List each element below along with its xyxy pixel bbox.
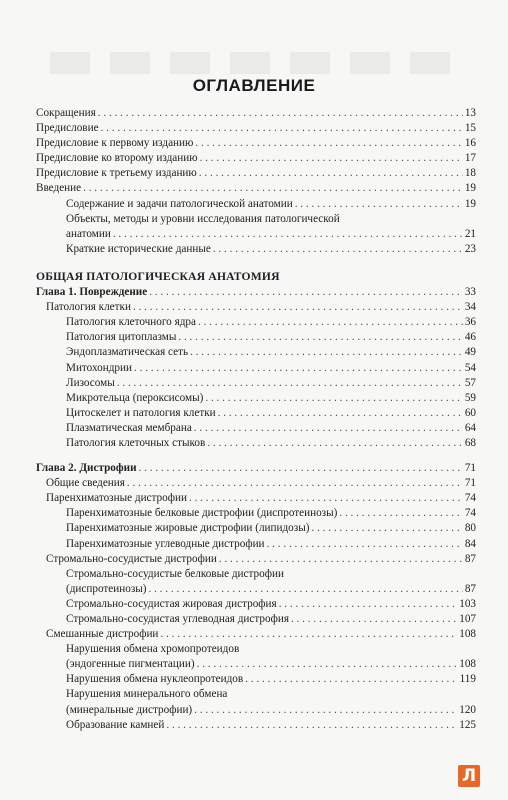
toc-entry (36, 106, 476, 121)
toc-entry (36, 537, 476, 552)
toc-entry-label: Патология клеточного ядра (66, 316, 196, 329)
dot-leader (207, 436, 463, 451)
toc-entry-label: Эндоплазматическая сеть (66, 346, 189, 359)
dot-leader (190, 345, 463, 360)
toc-entry (36, 181, 476, 196)
toc-entry (36, 166, 476, 181)
dot-leader (218, 406, 463, 421)
toc-entry-page: 54 (464, 361, 476, 374)
dot-leader (178, 330, 462, 345)
dot-leader (113, 227, 463, 242)
toc-entry-page: 64 (464, 421, 476, 434)
toc-entry-page: 119 (459, 673, 476, 686)
toc-entry-page: 19 (464, 182, 476, 195)
toc-entry-page: 74 (464, 492, 476, 505)
toc-entry (36, 136, 476, 151)
dot-leader (166, 718, 457, 733)
toc-entry (36, 476, 476, 491)
dot-leader (199, 166, 463, 181)
toc-entry (36, 552, 476, 567)
toc-entry-page: 34 (464, 301, 476, 314)
dot-leader (160, 627, 457, 642)
toc-entry (36, 506, 476, 521)
toc-entry (36, 421, 476, 436)
toc-entry-page: 17 (464, 152, 476, 165)
toc-entry-page: 13 (464, 107, 476, 119)
toc-title: ОГЛАВЛЕНИЕ (192, 76, 316, 95)
toc-entry (36, 597, 476, 612)
dot-leader (194, 421, 463, 436)
toc-entry (36, 521, 476, 536)
toc-entry-page: 74 (464, 507, 476, 520)
toc-entry-label: Паренхиматозные белковые дистрофии (диспротеинозы) (66, 507, 338, 520)
dot-leader (149, 285, 463, 300)
toc-entry-label: Стромально-сосудистая жировая дистрофия (66, 597, 277, 610)
toc-entry-page: 60 (464, 406, 476, 419)
labirint-logo-icon (458, 765, 480, 787)
toc-entry-label: Цитоскелет и патология клетки (66, 406, 216, 419)
toc-entry-label: Паренхиматозные углеводные дистрофии (66, 537, 265, 550)
toc-entry-page: 49 (464, 346, 476, 359)
dot-leader (101, 121, 463, 136)
dot-leader (194, 703, 457, 718)
toc-entry-page: 68 (464, 436, 476, 449)
toc-entry (36, 436, 476, 451)
toc-entry-page: 21 (464, 227, 476, 240)
dot-leader (213, 242, 463, 257)
toc-entry-label: Краткие исторические данные (66, 242, 211, 255)
toc-entry-label: Предисловие ко второму изданию (36, 152, 198, 165)
toc-entry-label-line: Нарушения обмена хромопротеидов (66, 643, 240, 656)
toc-entry-page: 19 (464, 197, 476, 210)
toc-entry-label: Общие сведения (46, 477, 125, 490)
toc-entry-label: Стромально-сосудистая углеводная дистрофия (66, 613, 289, 625)
toc-entry (36, 491, 476, 506)
toc-entry-page: 59 (464, 391, 476, 404)
table-of-contents (36, 106, 476, 733)
toc-entry-label: Предисловие (36, 122, 99, 135)
toc-entry-label: Содержание и задачи патологической анатомии (66, 197, 293, 210)
dot-leader (197, 657, 458, 672)
toc-entry (36, 582, 476, 597)
dot-leader (148, 582, 462, 597)
dot-leader (279, 597, 458, 612)
toc-entry-page: 36 (464, 316, 476, 329)
toc-entry-label: Введение (36, 182, 82, 195)
dot-leader (198, 315, 463, 330)
toc-entry-page: 107 (459, 613, 476, 625)
toc-entry (36, 345, 476, 360)
toc-entry-label: Микротельца (пероксисомы) (66, 391, 204, 404)
dot-leader (291, 612, 457, 627)
toc-entry-page: 23 (464, 242, 476, 255)
toc-entry (36, 300, 476, 315)
chapter-label: Глава 1. Повреждение (36, 286, 148, 299)
toc-entry (36, 227, 476, 242)
chapter-entry (36, 285, 476, 300)
toc-entry-page: 71 (464, 477, 476, 490)
dot-leader (195, 136, 462, 151)
dot-leader (205, 391, 462, 406)
toc-entry-page: 87 (464, 582, 476, 595)
toc-entry-label: анатомии (66, 227, 111, 240)
toc-entry (36, 151, 476, 166)
dot-leader (83, 181, 463, 196)
toc-entry-label-line: Стромально-сосудистые белковые дистрофии (66, 567, 284, 580)
dot-leader (133, 300, 463, 315)
toc-entry-label: Предисловие к первому изданию (36, 137, 194, 150)
chapter-entry (36, 461, 476, 476)
dot-leader (267, 537, 463, 552)
logo-letter: Л (461, 766, 477, 786)
toc-entry-label: (минеральные дистрофии) (66, 703, 193, 716)
toc-entry (36, 627, 476, 642)
toc-entry (36, 315, 476, 330)
toc-entry-page: 125 (459, 718, 476, 731)
dot-leader (295, 197, 463, 212)
toc-entry-page: 57 (464, 376, 476, 389)
toc-entry (36, 361, 476, 376)
toc-entry (36, 391, 476, 406)
toc-entry (36, 406, 476, 421)
toc-entry (36, 703, 476, 718)
toc-entry-label: (диспротеинозы) (66, 582, 147, 595)
toc-entry-label: Паренхиматозные дистрофии (46, 492, 187, 505)
toc-entry-label: Нарушения обмена нуклеопротеидов (66, 673, 244, 686)
toc-entry-page: 120 (459, 703, 476, 716)
dot-leader (134, 361, 463, 376)
toc-entry-label: Митохондрии (66, 361, 132, 374)
dot-leader (339, 506, 462, 521)
dot-leader (200, 151, 463, 166)
toc-entry-page: 108 (459, 628, 476, 641)
dot-leader (245, 672, 457, 687)
toc-entry-page: 103 (459, 597, 476, 610)
toc-entry-label-line: Нарушения минерального обмена (66, 688, 228, 701)
toc-entry-label: Сокращения (36, 107, 96, 119)
dot-leader (127, 476, 463, 491)
dot-leader (219, 552, 463, 567)
section-heading: ОБЩАЯ ПАТОЛОГИЧЕСКАЯ АНАТОМИЯ (36, 269, 280, 283)
toc-entry-label: Предисловие к третьему изданию (36, 167, 197, 180)
toc-entry (36, 121, 476, 136)
bleed-through-text (50, 52, 470, 74)
dot-leader (139, 461, 463, 476)
toc-entry (36, 657, 476, 672)
toc-entry (36, 672, 476, 687)
toc-entry-page: 84 (464, 537, 476, 550)
toc-entry-label: Паренхиматозные жировые дистрофии (липидозы) (66, 522, 310, 535)
dot-leader (117, 376, 463, 391)
chapter-page: 33 (464, 286, 476, 299)
dot-leader (189, 491, 463, 506)
chapter-label: Глава 2. Дистрофии (36, 462, 137, 475)
toc-entry (36, 376, 476, 391)
toc-entry-page: 80 (464, 522, 476, 535)
toc-entry (36, 718, 476, 733)
toc-entry-page: 46 (464, 331, 476, 344)
toc-entry-label: Лизосомы (66, 376, 115, 389)
toc-entry-page: 15 (464, 122, 476, 135)
toc-entry-page: 16 (464, 137, 476, 150)
toc-entry-label: Патология цитоплазмы (66, 331, 177, 344)
toc-entry-label: Патология клетки (46, 301, 131, 314)
dot-leader (98, 106, 463, 121)
toc-entry-label: (эндогенные пигментации) (66, 658, 195, 671)
toc-entry-page: 87 (464, 552, 476, 565)
toc-entry-label: Патология клеточных стыков (66, 436, 206, 449)
toc-entry-label: Смешанные дистрофии (46, 628, 159, 641)
toc-entry (36, 242, 476, 257)
toc-entry-label: Образование камней (66, 718, 165, 731)
toc-entry (36, 197, 476, 212)
toc-entry-page: 108 (459, 658, 476, 671)
toc-entry (36, 330, 476, 345)
toc-entry-label-line: Объекты, методы и уровни исследования патологической (66, 212, 340, 225)
toc-entry-label: Плазматическая мембрана (66, 421, 192, 434)
chapter-page: 71 (464, 462, 476, 475)
dot-leader (311, 521, 462, 536)
toc-entry-page: 18 (464, 167, 476, 180)
toc-entry-label: Стромально-сосудистые дистрофии (46, 552, 217, 565)
toc-entry (36, 612, 476, 627)
